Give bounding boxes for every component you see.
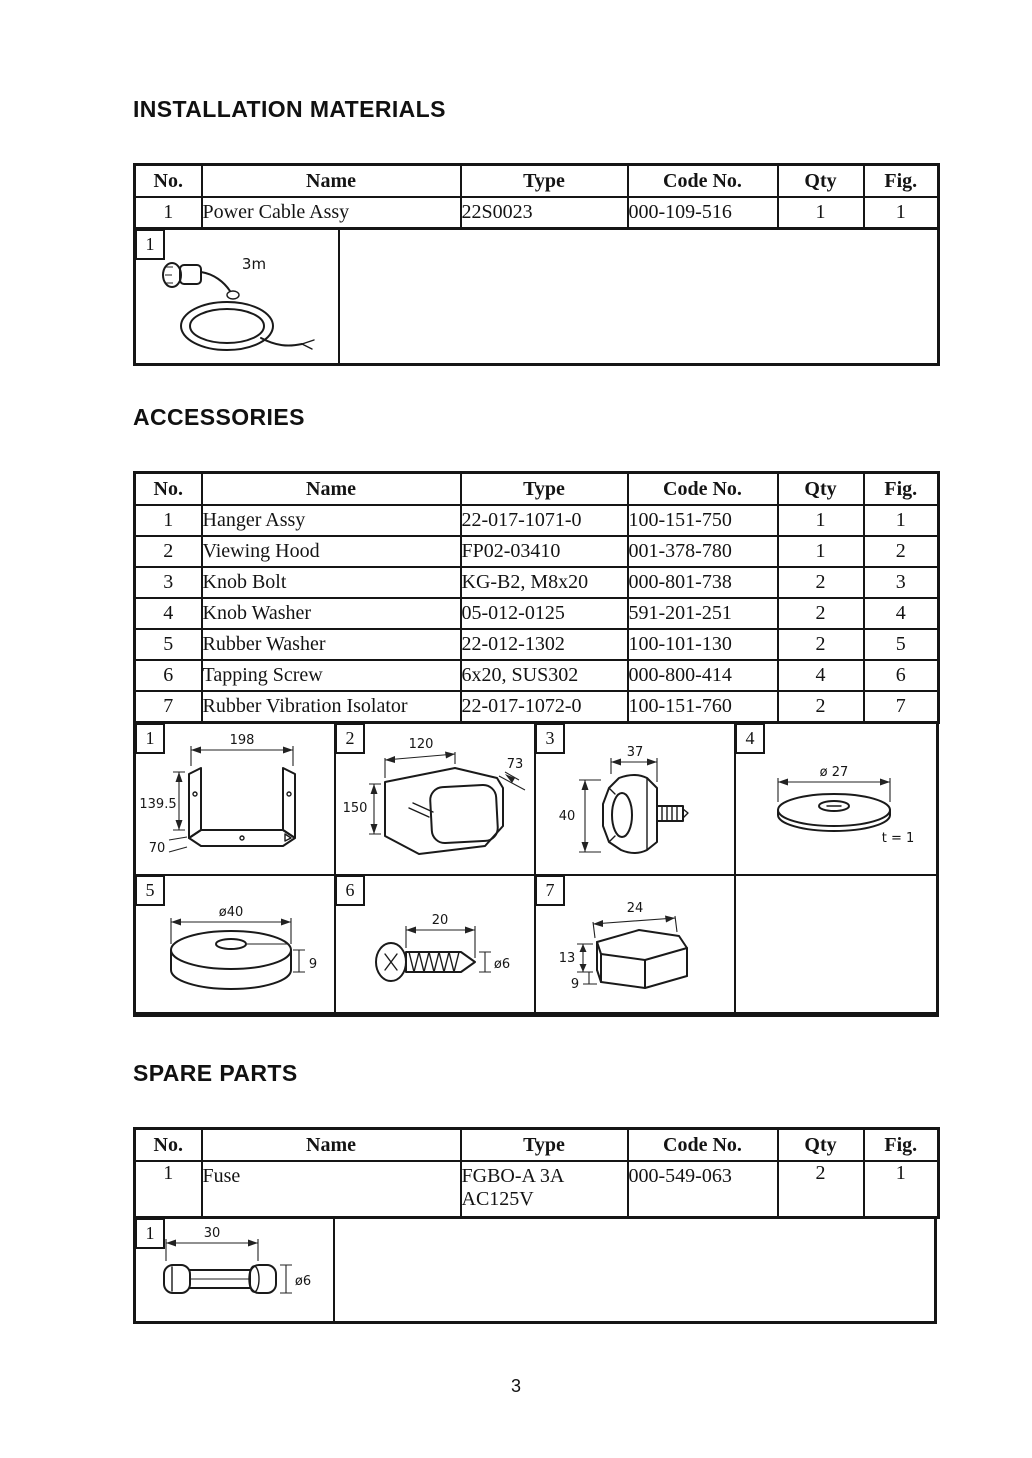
dim-label: 70 bbox=[148, 841, 166, 856]
cell-qty: 1 bbox=[778, 197, 864, 229]
cell-code: 100-101-130 bbox=[628, 629, 778, 660]
cell-code: 000-549-063 bbox=[628, 1161, 778, 1217]
cell-type: 22-017-1072-0 bbox=[461, 691, 628, 723]
type-line-2: AC125V bbox=[461, 1188, 534, 1210]
col-header-no: No. bbox=[135, 1129, 202, 1162]
table-header-row bbox=[135, 473, 939, 506]
dim-label: 40 bbox=[558, 809, 576, 824]
cell-fig: 1 bbox=[864, 1161, 939, 1217]
col-header-name: Name bbox=[202, 473, 461, 506]
cell-code: 100-151-760 bbox=[628, 691, 778, 723]
figure-cell-power-cable bbox=[136, 230, 340, 363]
table-header-row bbox=[135, 165, 939, 198]
figure-cell-vibration-isolator bbox=[536, 876, 736, 1014]
dim-label: ø40 bbox=[218, 905, 244, 920]
cell-code: 100-151-750 bbox=[628, 505, 778, 536]
col-header-no: No. bbox=[135, 165, 202, 198]
vibration-isolator-drawing bbox=[539, 882, 731, 1012]
cell-no: 3 bbox=[135, 567, 202, 598]
col-header-fig: Fig. bbox=[864, 165, 939, 198]
figure-label-box: 1 bbox=[135, 229, 165, 260]
figure-cell-tapping-screw bbox=[336, 876, 536, 1014]
dim-label: 30 bbox=[203, 1225, 220, 1241]
cell-fig: 3 bbox=[864, 567, 939, 598]
accessories-figure-grid bbox=[133, 721, 939, 1017]
cell-qty: 1 bbox=[778, 505, 864, 536]
dim-label: ø 27 bbox=[819, 765, 849, 780]
hanger-assy-drawing bbox=[139, 730, 331, 870]
cell-qty: 2 bbox=[778, 567, 864, 598]
cell-code: 591-201-251 bbox=[628, 598, 778, 629]
dim-label: 198 bbox=[229, 733, 255, 748]
col-header-code: Code No. bbox=[628, 165, 778, 198]
dim-label: 9 bbox=[570, 977, 580, 992]
col-header-name: Name bbox=[202, 1129, 461, 1162]
cell-fig: 1 bbox=[864, 505, 939, 536]
cell-name: Knob Bolt bbox=[202, 567, 461, 598]
table-row bbox=[135, 536, 939, 567]
installation-materials-section bbox=[133, 96, 943, 366]
figure-cell-knob-bolt bbox=[536, 724, 736, 876]
figure-label-box: 1 bbox=[135, 1218, 165, 1249]
cell-type: 22-017-1071-0 bbox=[461, 505, 628, 536]
col-header-type: Type bbox=[461, 473, 628, 506]
cell-name: Hanger Assy bbox=[202, 505, 461, 536]
figure-cell-viewing-hood bbox=[336, 724, 536, 876]
cell-name: Tapping Screw bbox=[202, 660, 461, 691]
table-header-row bbox=[135, 1129, 939, 1162]
cell-qty: 2 bbox=[778, 598, 864, 629]
spare-parts-table bbox=[133, 1127, 940, 1219]
cell-fig: 5 bbox=[864, 629, 939, 660]
knob-bolt-drawing bbox=[539, 730, 731, 870]
figure-cell-empty bbox=[736, 876, 936, 1014]
table-row bbox=[135, 629, 939, 660]
col-header-no: No. bbox=[135, 473, 202, 506]
tapping-screw-drawing bbox=[339, 882, 531, 1012]
figure-cell-rubber-washer bbox=[136, 876, 336, 1014]
cell-no: 1 bbox=[135, 197, 202, 229]
col-header-fig: Fig. bbox=[864, 473, 939, 506]
cell-type: 22S0023 bbox=[461, 197, 628, 229]
figure-cell-fuse bbox=[136, 1219, 335, 1321]
section-title-installation: INSTALLATION MATERIALS bbox=[133, 96, 446, 122]
dim-label: ø6 bbox=[493, 957, 511, 972]
cell-fig: 4 bbox=[864, 598, 939, 629]
cell-fig: 1 bbox=[864, 197, 939, 229]
cell-no: 7 bbox=[135, 691, 202, 723]
cell-name: Rubber Vibration Isolator bbox=[202, 691, 461, 723]
cell-qty: 2 bbox=[778, 1161, 864, 1217]
power-cable-drawing bbox=[142, 236, 332, 364]
table-row bbox=[135, 567, 939, 598]
table-row bbox=[135, 1161, 939, 1217]
dim-label: 24 bbox=[626, 901, 644, 916]
accessories-section bbox=[133, 404, 943, 1017]
page-number: 3 bbox=[510, 1376, 521, 1396]
dim-label: 9 bbox=[308, 957, 318, 972]
table-row bbox=[135, 660, 939, 691]
figure-label-box: 4 bbox=[735, 723, 765, 754]
cell-code: 000-801-738 bbox=[628, 567, 778, 598]
col-header-code: Code No. bbox=[628, 1129, 778, 1162]
accessories-table bbox=[133, 471, 940, 724]
cell-type: 6x20, SUS302 bbox=[461, 660, 628, 691]
figure-label-box: 1 bbox=[135, 723, 165, 754]
cell-code: 001-378-780 bbox=[628, 536, 778, 567]
dim-label: t = 1 bbox=[881, 831, 915, 846]
dim-label: 139.5 bbox=[139, 797, 177, 812]
type-line-1: FGBO-A 3A bbox=[461, 1165, 565, 1187]
spare-parts-figure-panel bbox=[133, 1216, 937, 1324]
cell-name: Knob Washer bbox=[202, 598, 461, 629]
dim-label: ø6 bbox=[294, 1273, 311, 1289]
dim-label: 13 bbox=[558, 951, 576, 966]
cell-no: 1 bbox=[135, 1161, 202, 1217]
table-row bbox=[135, 598, 939, 629]
col-header-code: Code No. bbox=[628, 473, 778, 506]
cell-type: 22-012-1302 bbox=[461, 629, 628, 660]
cell-fig: 7 bbox=[864, 691, 939, 723]
figure-label-box: 7 bbox=[535, 875, 565, 906]
section-title-spare-parts: SPARE PARTS bbox=[133, 1060, 298, 1086]
col-header-name: Name bbox=[202, 165, 461, 198]
installation-materials-table bbox=[133, 163, 940, 230]
table-row bbox=[135, 691, 939, 723]
figure-label-box: 5 bbox=[135, 875, 165, 906]
section-title-accessories: ACCESSORIES bbox=[133, 404, 305, 430]
cell-no: 1 bbox=[135, 505, 202, 536]
col-header-type: Type bbox=[461, 1129, 628, 1162]
cell-no: 4 bbox=[135, 598, 202, 629]
figure-label-box: 3 bbox=[535, 723, 565, 754]
table-row bbox=[135, 197, 939, 229]
fuse-drawing bbox=[140, 1225, 330, 1325]
cell-qty: 4 bbox=[778, 660, 864, 691]
cell-no: 5 bbox=[135, 629, 202, 660]
spare-parts-section bbox=[133, 1060, 943, 1324]
cell-name: Fuse bbox=[202, 1161, 461, 1217]
cell-qty: 1 bbox=[778, 536, 864, 567]
cell-type bbox=[461, 1161, 628, 1217]
figure-cell-hanger bbox=[136, 724, 336, 876]
figure-cell-knob-washer bbox=[736, 724, 936, 876]
cell-code: 000-800-414 bbox=[628, 660, 778, 691]
col-header-qty: Qty bbox=[778, 165, 864, 198]
cell-code: 000-109-516 bbox=[628, 197, 778, 229]
installation-figure-panel bbox=[133, 227, 940, 366]
dim-label: 37 bbox=[626, 745, 644, 760]
col-header-qty: Qty bbox=[778, 1129, 864, 1162]
rubber-washer-drawing bbox=[139, 882, 331, 1012]
cell-name: Rubber Washer bbox=[202, 629, 461, 660]
col-header-type: Type bbox=[461, 165, 628, 198]
cell-name: Viewing Hood bbox=[202, 536, 461, 567]
cell-no: 2 bbox=[135, 536, 202, 567]
dim-label: 120 bbox=[408, 737, 434, 752]
col-header-fig: Fig. bbox=[864, 1129, 939, 1162]
viewing-hood-drawing bbox=[339, 730, 531, 870]
cell-type: FP02-03410 bbox=[461, 536, 628, 567]
figure-label-box: 6 bbox=[335, 875, 365, 906]
cable-length-label: 3m bbox=[241, 255, 267, 273]
figure-label-box: 2 bbox=[335, 723, 365, 754]
dim-label: 73 bbox=[506, 757, 524, 772]
cell-type: 05-012-0125 bbox=[461, 598, 628, 629]
cell-type: KG-B2, M8x20 bbox=[461, 567, 628, 598]
cell-fig: 6 bbox=[864, 660, 939, 691]
cell-no: 6 bbox=[135, 660, 202, 691]
knob-washer-drawing bbox=[740, 730, 932, 870]
cell-name: Power Cable Assy bbox=[202, 197, 461, 229]
dim-label: 20 bbox=[431, 913, 449, 928]
cell-qty: 2 bbox=[778, 629, 864, 660]
dim-label: 150 bbox=[342, 801, 368, 816]
table-row bbox=[135, 505, 939, 536]
cell-fig: 2 bbox=[864, 536, 939, 567]
col-header-qty: Qty bbox=[778, 473, 864, 506]
cell-qty: 2 bbox=[778, 691, 864, 723]
